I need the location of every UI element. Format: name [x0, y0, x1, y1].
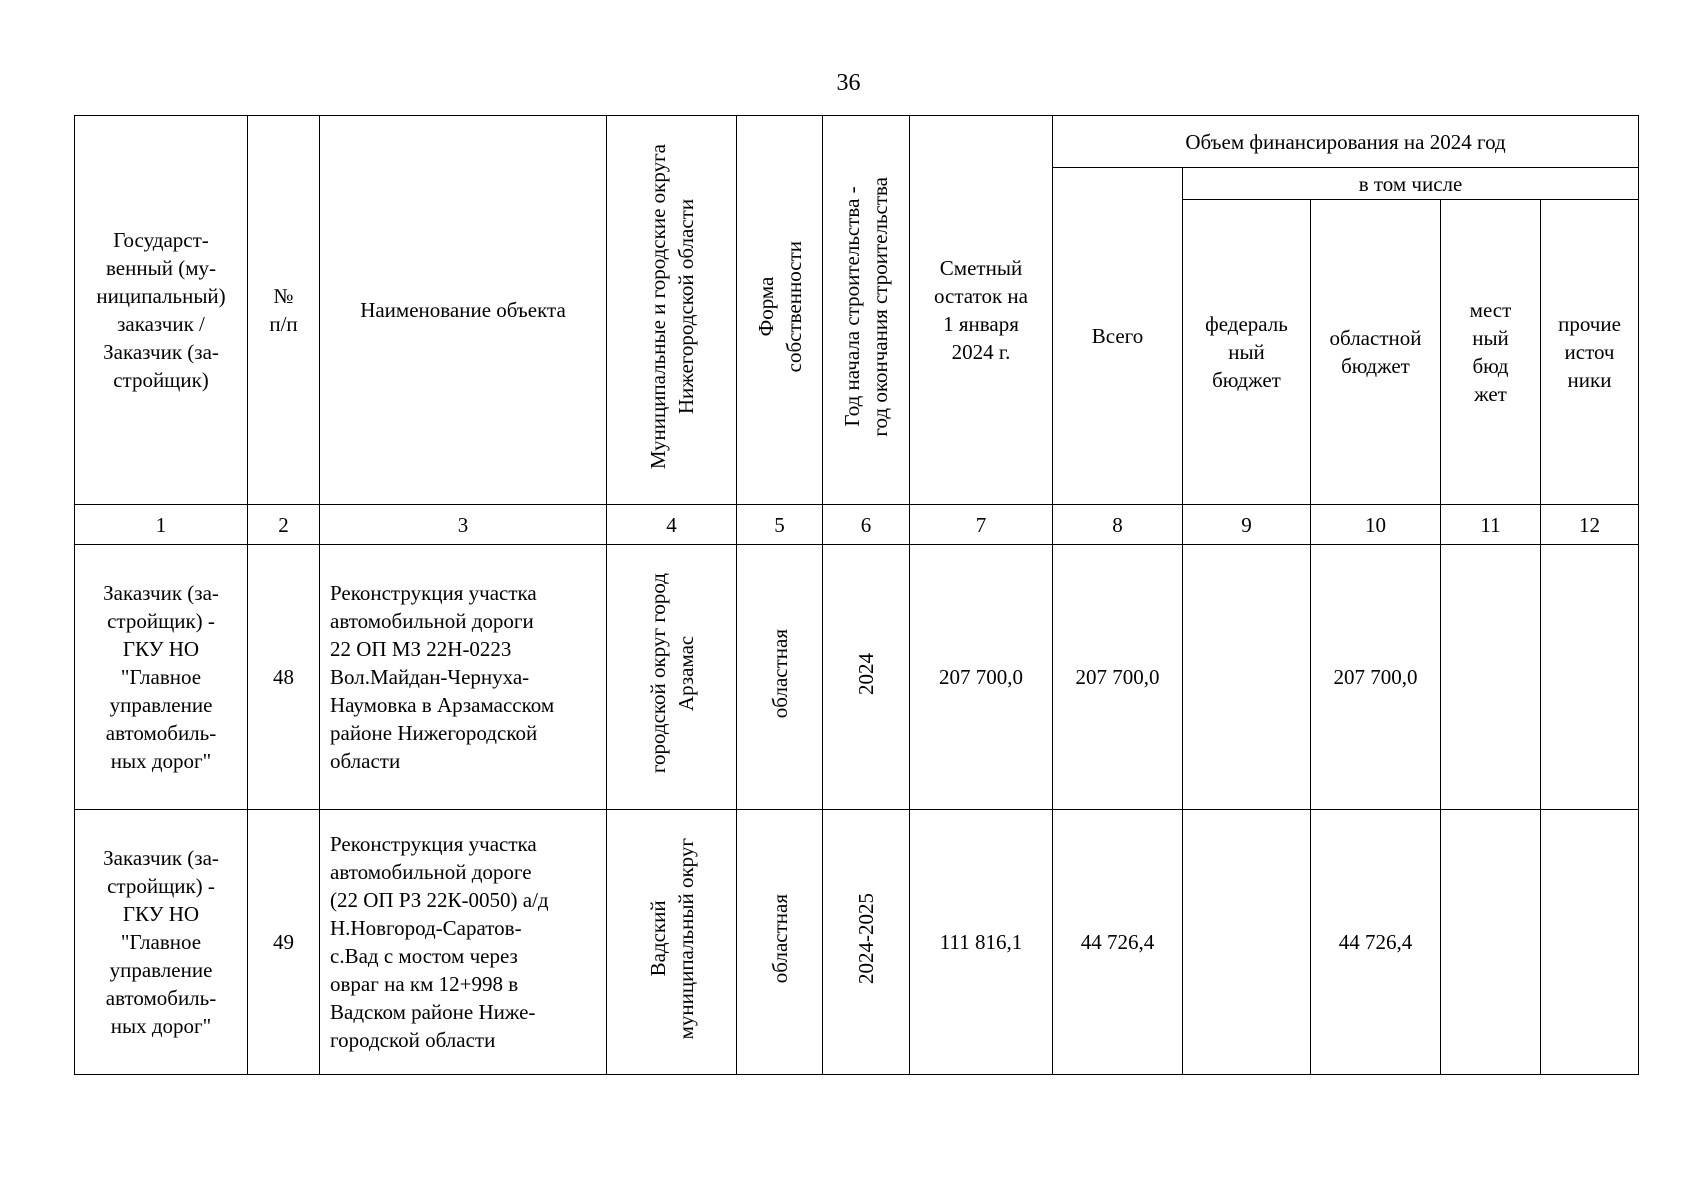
cell-estimated-balance: 207 700,0 — [910, 545, 1053, 810]
column-number: 1 — [75, 505, 248, 545]
cell-number: 48 — [248, 545, 320, 810]
column-number: 10 — [1311, 505, 1441, 545]
column-number: 5 — [737, 505, 823, 545]
header-object-name: Наименование объекта — [320, 116, 607, 505]
column-number: 3 — [320, 505, 607, 545]
column-number: 12 — [1541, 505, 1639, 545]
header-local-budget: мест ный бюд жет — [1441, 200, 1541, 505]
header-districts: Муниципальные и городские округа Нижегородской области — [607, 116, 737, 505]
header-total: Всего — [1053, 168, 1183, 505]
page-number: 36 — [836, 70, 861, 96]
header-estimated-balance: Сметный остаток на 1 января 2024 г. — [910, 116, 1053, 505]
column-number: 7 — [910, 505, 1053, 545]
cell-regional: 207 700,0 — [1311, 545, 1441, 810]
cell-other — [1541, 545, 1639, 810]
column-numbers-row — [75, 505, 1639, 545]
cell-ownership: областная — [737, 810, 823, 1075]
cell-years: 2024 — [823, 545, 910, 810]
column-number: 11 — [1441, 505, 1541, 545]
cell-customer: Заказчик (за- стройщик) - ГКУ НО "Главное управление автомобиль- ных дорог" — [75, 545, 248, 810]
header-years: Год начала строительства - год окончания строительства — [823, 116, 910, 505]
financing-table — [74, 115, 1639, 1075]
cell-customer: Заказчик (за- стройщик) - ГКУ НО "Главное управление автомобиль- ных дорог" — [75, 810, 248, 1075]
cell-federal — [1183, 545, 1311, 810]
cell-district: Вадский муниципальный округ — [607, 810, 737, 1075]
header-federal-budget: федераль ный бюджет — [1183, 200, 1311, 505]
header-row — [75, 116, 1639, 168]
header-other-sources: прочие источ ники — [1541, 200, 1639, 505]
cell-years: 2024-2025 — [823, 810, 910, 1075]
column-number: 6 — [823, 505, 910, 545]
cell-district: городской округ город Арзамас — [607, 545, 737, 810]
header-including: в том числе — [1183, 168, 1639, 200]
column-number: 8 — [1053, 505, 1183, 545]
table-row — [75, 810, 1639, 1075]
column-number: 2 — [248, 505, 320, 545]
cell-local — [1441, 810, 1541, 1075]
table-row — [75, 545, 1639, 810]
cell-object-name: Реконструкция участка автомобильной дороге (22 ОП РЗ 22К-0050) а/д Н.Новгород-Саратов- с.Вад с мостом через овраг на км 12+998 в Вадском районе Ниже- городской области — [320, 810, 607, 1075]
cell-total: 44 726,4 — [1053, 810, 1183, 1075]
cell-federal — [1183, 810, 1311, 1075]
cell-local — [1441, 545, 1541, 810]
header-regional-budget: областной бюджет — [1311, 200, 1441, 505]
column-number: 9 — [1183, 505, 1311, 545]
header-customer: Государст- венный (му- ниципальный) заказчик / Заказчик (за- стройщик) — [75, 116, 248, 505]
cell-ownership: областная — [737, 545, 823, 810]
cell-estimated-balance: 111 816,1 — [910, 810, 1053, 1075]
column-number: 4 — [607, 505, 737, 545]
header-financing-volume: Объем финансирования на 2024 год — [1053, 116, 1639, 168]
cell-object-name: Реконструкция участка автомобильной дороги 22 ОП МЗ 22Н-0223 Вол.Майдан-Чернуха- Наумовка в Арзамасском районе Нижегородской области — [320, 545, 607, 810]
cell-regional: 44 726,4 — [1311, 810, 1441, 1075]
header-number: № п/п — [248, 116, 320, 505]
cell-other — [1541, 810, 1639, 1075]
cell-number: 49 — [248, 810, 320, 1075]
cell-total: 207 700,0 — [1053, 545, 1183, 810]
header-ownership: Форма собственности — [737, 116, 823, 505]
